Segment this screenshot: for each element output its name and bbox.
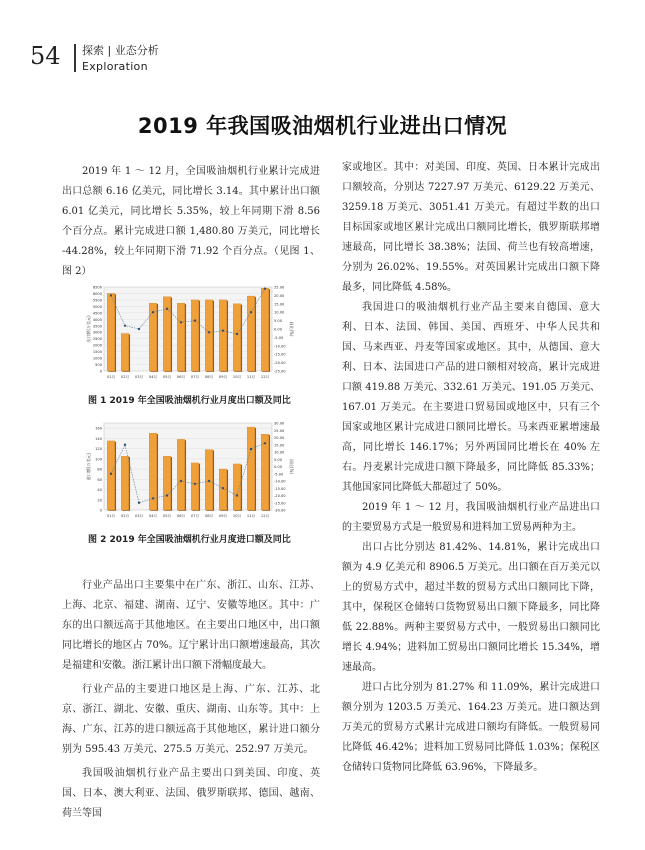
y-tick-label: 140 bbox=[95, 436, 102, 441]
bar bbox=[177, 303, 185, 371]
yoy-point bbox=[152, 311, 154, 313]
x-tick-label: 05月 bbox=[162, 514, 172, 518]
y2-tick-label: -20.00 bbox=[274, 494, 286, 498]
bar bbox=[191, 463, 199, 510]
y-tick-label: 5500 bbox=[92, 298, 102, 303]
bar bbox=[107, 293, 115, 371]
y2-tick-label: 0.00 bbox=[274, 327, 283, 332]
y2-tick-label: -20.00 bbox=[274, 361, 286, 366]
paragraph: 2019 年 1 ～ 12 月，全国吸油烟机行业累计完成进出口总额 6.16 亿美元，同比增长 3.14。其中累计出口额 6.01 亿美元，同比增长 5.35%，较上年同期下滑 8.56 个百分点。累计完成进口额 1,480.80 万美元，同比增长 -44.28%，较上年同期下滑 71.92 个百分点。（见图 1、图 2） bbox=[62, 166, 320, 277]
y-tick-label: 0 bbox=[99, 508, 102, 513]
yoy-point bbox=[166, 308, 168, 310]
left-column-bottom bbox=[62, 576, 320, 824]
x-tick-label: 02月 bbox=[120, 375, 130, 379]
yoy-point bbox=[264, 442, 266, 444]
y2-tick-label: -15.00 bbox=[274, 352, 286, 357]
left-column-top bbox=[62, 162, 320, 282]
x-tick-label: 08月 bbox=[204, 375, 214, 379]
yoy-point bbox=[110, 294, 112, 296]
bar bbox=[219, 300, 227, 371]
bar bbox=[233, 304, 241, 371]
y2-tick-label: -10.00 bbox=[274, 479, 286, 484]
bar bbox=[107, 441, 115, 510]
y2-tick-label: -25.00 bbox=[274, 369, 286, 374]
yoy-point bbox=[222, 329, 224, 331]
yoy-point bbox=[180, 480, 182, 482]
paragraph: 我国吸油烟机行业产品主要出口到美国、印度、英国、日本、澳大利亚、法国、俄罗斯联邦、德国、越南、荷兰等国 bbox=[62, 768, 320, 819]
x-tick-label: 12月 bbox=[260, 514, 270, 518]
y2-tick-label: 20.00 bbox=[274, 436, 285, 440]
x-tick-label: 05月 bbox=[162, 375, 172, 379]
paragraph: 行业产品的主要进口地区是上海、广东、江苏、北京、浙江、湖北、安徽、重庆、湖南、山东等。其中：上海、广东、江苏的进口额远高于其他地区，累计进口额分别为 595.43 万美元、275.5 万美元、252.97 万美元。 bbox=[62, 684, 320, 755]
y-tick-label: 2500 bbox=[92, 337, 102, 342]
yoy-point bbox=[222, 487, 224, 489]
bar bbox=[261, 434, 269, 510]
x-tick-label: 03月 bbox=[134, 514, 144, 518]
bar bbox=[261, 288, 269, 371]
bar bbox=[205, 300, 213, 371]
y2-tick-label: -25.00 bbox=[274, 501, 286, 506]
paragraph: 家或地区。其中：对美国、印度、英国、日本累计完成出口额较高，分别达 7227.97 万美元、6129.22 万美元、3259.18 万美元、3051.41 万美元。有超过半数的出口目标国家或地区累计完成出口额同比增长，俄罗斯联邦增速最高，同比增长 38.38%；法国、荷兰也有较高增速，分别为 26.02%、19.55%。对英国累计完成出口额下降最多，同比降低 4.58%。 bbox=[342, 162, 600, 293]
yoy-point bbox=[194, 483, 196, 485]
article-title: 2019 年我国吸油烟机行业进出口情况 bbox=[137, 114, 508, 138]
y-tick-label: 6500 bbox=[92, 285, 102, 290]
yoy-point bbox=[138, 502, 140, 504]
x-tick-label: 10月 bbox=[232, 375, 242, 379]
yoy-point bbox=[236, 333, 238, 335]
x-tick-label: 09月 bbox=[218, 375, 228, 379]
y-tick-label: 160 bbox=[95, 426, 102, 431]
section-en: Exploration bbox=[82, 60, 148, 73]
yoy-point bbox=[124, 444, 126, 446]
y2-tick-label: -30.00 bbox=[274, 508, 286, 513]
x-tick-label: 02月 bbox=[120, 514, 130, 518]
chart-2 bbox=[84, 419, 294, 522]
y2-tick-label: 30.00 bbox=[274, 421, 285, 426]
y-axis-label: 进口额(万美元) bbox=[86, 452, 91, 481]
y-tick-label: 1000 bbox=[92, 356, 102, 361]
x-tick-label: 07月 bbox=[190, 375, 200, 379]
y2-tick-label: 10.00 bbox=[274, 450, 285, 455]
y2-tick-label: 15.00 bbox=[274, 443, 285, 448]
yoy-point bbox=[194, 319, 196, 321]
y-tick-label: 4500 bbox=[92, 311, 102, 316]
header-divider bbox=[74, 44, 76, 72]
x-tick-label: 01月 bbox=[106, 514, 116, 518]
x-tick-label: 12月 bbox=[260, 375, 270, 379]
y2-tick-label: -5.00 bbox=[274, 472, 284, 477]
section-cn: 探索 | 业态分析 bbox=[82, 44, 159, 57]
paragraph: 进口占比分别为 81.27% 和 11.09%，累计完成进口额分别为 1203.5 万美元、164.23 万美元。进口额达到万美元的贸易方式累计完成进口额均有降低。一般贸易同比降低 46.42%；进料加工贸易同比降低 1.03%；保税区仓储转口货物同比降低 63.96%，下降最多。 bbox=[342, 682, 600, 773]
chart-1-svg bbox=[84, 283, 294, 383]
x-tick-label: 11月 bbox=[246, 375, 256, 379]
yoy-point bbox=[250, 448, 252, 450]
y-tick-label: 1500 bbox=[92, 350, 102, 355]
bar bbox=[121, 334, 129, 371]
x-tick-label: 04月 bbox=[148, 375, 158, 379]
x-tick-label: 08月 bbox=[204, 514, 214, 518]
x-tick-label: 09月 bbox=[218, 514, 228, 518]
bar bbox=[191, 300, 199, 371]
y2-tick-label: 25.00 bbox=[274, 428, 285, 433]
x-tick-label: 10月 bbox=[232, 514, 242, 518]
paragraph: 行业产品出口主要集中在广东、浙江、山东、江苏、上海、北京、福建、湖南、辽宁、安徽等地区。其中：广东的出口额远高于其他地区。在主要出口地区中，出口额同比增长的地区占 70%。辽宁累计出口额增速最高，其次是福建和安徽。浙江累计出口额下滑幅度最大。 bbox=[62, 580, 320, 671]
y-tick-label: 500 bbox=[95, 363, 102, 368]
x-tick-label: 06月 bbox=[176, 514, 186, 518]
y-tick-label: 60 bbox=[97, 477, 102, 482]
y-tick-label: 4000 bbox=[92, 317, 102, 322]
yoy-point bbox=[110, 473, 112, 475]
y2-tick-label: 5.00 bbox=[274, 319, 283, 324]
y-tick-label: 0 bbox=[99, 369, 102, 374]
y-tick-label: 2000 bbox=[92, 343, 102, 348]
y-tick-label: 3500 bbox=[92, 324, 102, 329]
right-column bbox=[342, 158, 600, 778]
bar bbox=[121, 456, 129, 510]
yoy-point bbox=[180, 321, 182, 323]
x-tick-label: 04月 bbox=[148, 514, 158, 518]
y-tick-label: 40 bbox=[97, 488, 102, 493]
chart-2-caption: 图 2 2019 年全国吸油烟机行业月度进口额及同比 bbox=[88, 535, 291, 545]
chart-1 bbox=[84, 283, 294, 383]
y-tick-label: 6000 bbox=[92, 291, 102, 296]
x-tick-label: 11月 bbox=[246, 514, 256, 518]
chart-2-svg bbox=[84, 419, 294, 522]
yoy-point bbox=[124, 324, 126, 326]
y2-tick-label: 25.00 bbox=[274, 285, 285, 290]
y-tick-label: 20 bbox=[97, 498, 102, 503]
y2-tick-label: -15.00 bbox=[274, 486, 286, 491]
yoy-point bbox=[152, 497, 154, 499]
y2-tick-label: -5.00 bbox=[274, 335, 284, 340]
paragraph: 2019 年 1 ～ 12 月，我国吸油烟机行业产品进出口的主要贸易方式是一般贸易和进料加工贸易两种为主。 bbox=[342, 502, 600, 533]
y-tick-label: 3000 bbox=[92, 330, 102, 335]
yoy-point bbox=[208, 480, 210, 482]
y2-tick-label: 10.00 bbox=[274, 310, 285, 315]
y-tick-label: 5000 bbox=[92, 304, 102, 309]
bar bbox=[163, 456, 171, 510]
y2-tick-label: -10.00 bbox=[274, 344, 286, 349]
y2-tick-label: 0.00 bbox=[274, 465, 283, 469]
bar bbox=[177, 439, 185, 510]
y-tick-label: 100 bbox=[95, 457, 102, 462]
yoy-point bbox=[250, 311, 252, 313]
paragraph: 出口占比分别达 81.42%、14.81%，累计完成出口额为 4.9 亿美元和 8906.5 万美元。出口额在百万美元以上的贸易方式中，超过半数的贸易方式出口额同比下降，其中，保税区仓储转口货物贸易出口额下降最多，同比降低 22.88%。两种主要贸易方式中，一般贸易出口额同比增长 4.94%；进料加工贸易出口额同比增长 15.34%，增速最高。 bbox=[342, 542, 600, 673]
x-tick-label: 03月 bbox=[134, 375, 144, 379]
y-tick-label: 120 bbox=[95, 447, 102, 452]
paragraph: 我国进口的吸油烟机行业产品主要来自德国、意大利、日本、法国、韩国、美国、西班牙、中华人民共和国、马来西亚、丹麦等国家或地区。其中，从德国、意大利、日本、法国进口产品的进口额相对较高，累计完成进口额 419.88 万美元、332.61 万美元、191.05 万美元、167.01 万美元。在主要进口贸易国或地区中，只有三个国家或地区累计完成进口额同比增长。马来西亚累增速最高，同比增长 146.17%；另外两国同比增长在 40% 左右。丹麦累计完成进口额下降最多，同比降低 85.33%；其他国家同比降低大都超过了 50%。 bbox=[342, 302, 600, 493]
y2-axis-label: 同比(%) bbox=[289, 321, 294, 337]
y-tick-label: 80 bbox=[97, 467, 102, 472]
yoy-point bbox=[166, 494, 168, 496]
x-tick-label: 06月 bbox=[176, 375, 186, 379]
bar bbox=[247, 427, 255, 510]
y2-tick-label: 5.00 bbox=[274, 457, 283, 462]
yoy-point bbox=[208, 331, 210, 333]
section-label bbox=[82, 42, 159, 73]
x-tick-label: 07月 bbox=[190, 514, 200, 518]
y-axis-label: 出口额(万美元) bbox=[86, 315, 91, 343]
y2-tick-label: 20.00 bbox=[274, 293, 285, 298]
x-tick-label: 01月 bbox=[106, 375, 116, 379]
yoy-point bbox=[138, 328, 140, 330]
yoy-point bbox=[236, 494, 238, 496]
page-number: 54 bbox=[30, 42, 61, 70]
yoy-point bbox=[264, 287, 266, 289]
chart-1-caption: 图 1 2019 年全国吸油烟机行业月度出口额及同比 bbox=[88, 396, 291, 406]
y2-tick-label: 15.00 bbox=[274, 302, 285, 307]
y2-axis-label: 同比(%) bbox=[289, 459, 294, 474]
